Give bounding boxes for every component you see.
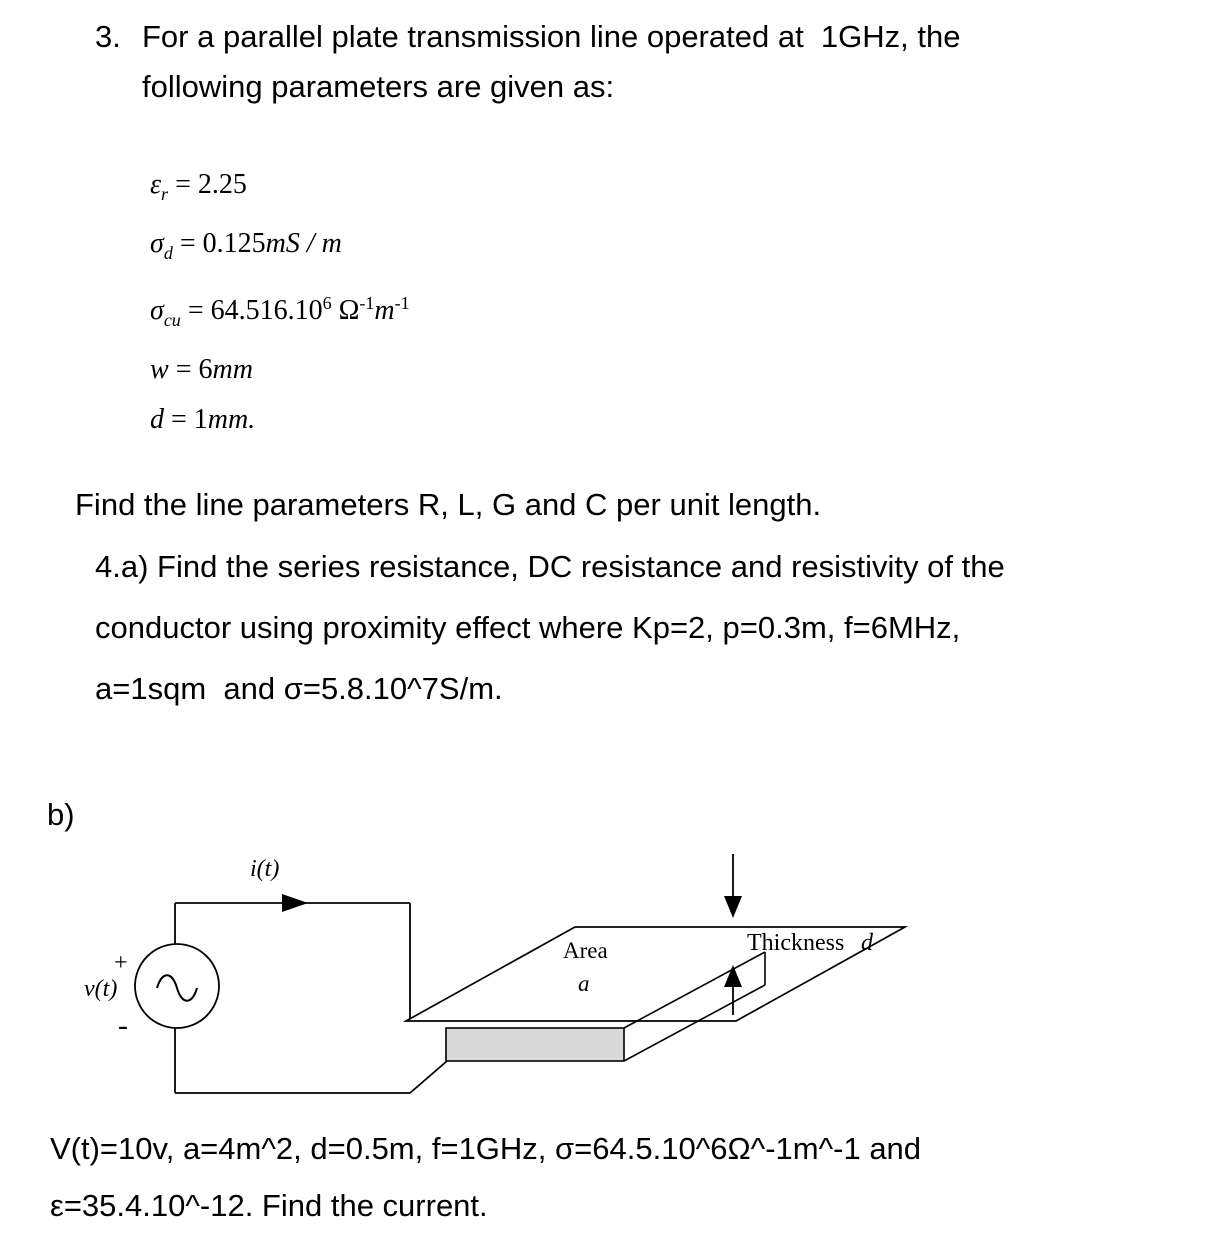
parameter-line: $\sigma_d = 0.125mS / m$ xyxy=(150,228,342,263)
parameter-line: $\varepsilon_r = 2.25$ xyxy=(150,169,247,204)
bottom-plate-front xyxy=(446,1028,624,1061)
problem-3-text xyxy=(142,12,960,112)
current-label: i(t) xyxy=(250,856,280,882)
current-arrow-icon xyxy=(282,894,308,912)
parameter-line: $\sigma_{cu} = 64.516.10^6$ $\Omega^{-1}m^{-1}$ xyxy=(150,293,410,330)
problem-3-line-2: following parameters are given as: xyxy=(142,69,615,104)
parameter-line: w = 6mm xyxy=(150,354,253,385)
problem-4a-line-2: conductor using proximity effect where Kp=2, p=0.3m, f=6MHz, xyxy=(95,610,961,645)
problem-3-line-1: For a parallel plate transmission line operated at 1GHz, the xyxy=(142,19,961,54)
area-var: a xyxy=(578,971,590,996)
thickness-var: d xyxy=(861,930,873,956)
parameter-line: d = 1mm. xyxy=(150,404,256,435)
part-b-label: b) xyxy=(47,797,75,832)
minus-sign: - xyxy=(118,1009,128,1042)
given-parameters xyxy=(150,160,410,445)
plus-sign: + xyxy=(114,950,128,976)
problem-4a xyxy=(95,536,1205,719)
voltage-label: v(t) xyxy=(84,976,118,1002)
down-arrow-icon xyxy=(724,896,742,918)
circuit-diagram xyxy=(0,838,1211,1130)
thickness-label: Thickness xyxy=(747,930,845,956)
problem-4a-line-1: 4.a) Find the series resistance, DC resistance and resistivity of the xyxy=(95,549,1005,584)
bottom-plate-lead xyxy=(410,1061,447,1093)
problem-4a-line-3: a=1sqm and σ=5.8.10^7S/m. xyxy=(95,671,503,706)
find-instruction: Find the line parameters R, L, G and C per unit length. xyxy=(75,487,822,522)
problem-b-text xyxy=(50,1120,1190,1234)
problem-number: 3. xyxy=(95,19,121,54)
problem-3 xyxy=(95,12,1185,112)
problem-b-line-2: ε=35.4.10^-12. Find the current. xyxy=(50,1188,488,1223)
area-label: Area xyxy=(563,938,608,963)
problem-b-line-1: V(t)=10v, a=4m^2, d=0.5m, f=1GHz, σ=64.5.10^6Ω^-1m^-1 and xyxy=(50,1131,922,1166)
